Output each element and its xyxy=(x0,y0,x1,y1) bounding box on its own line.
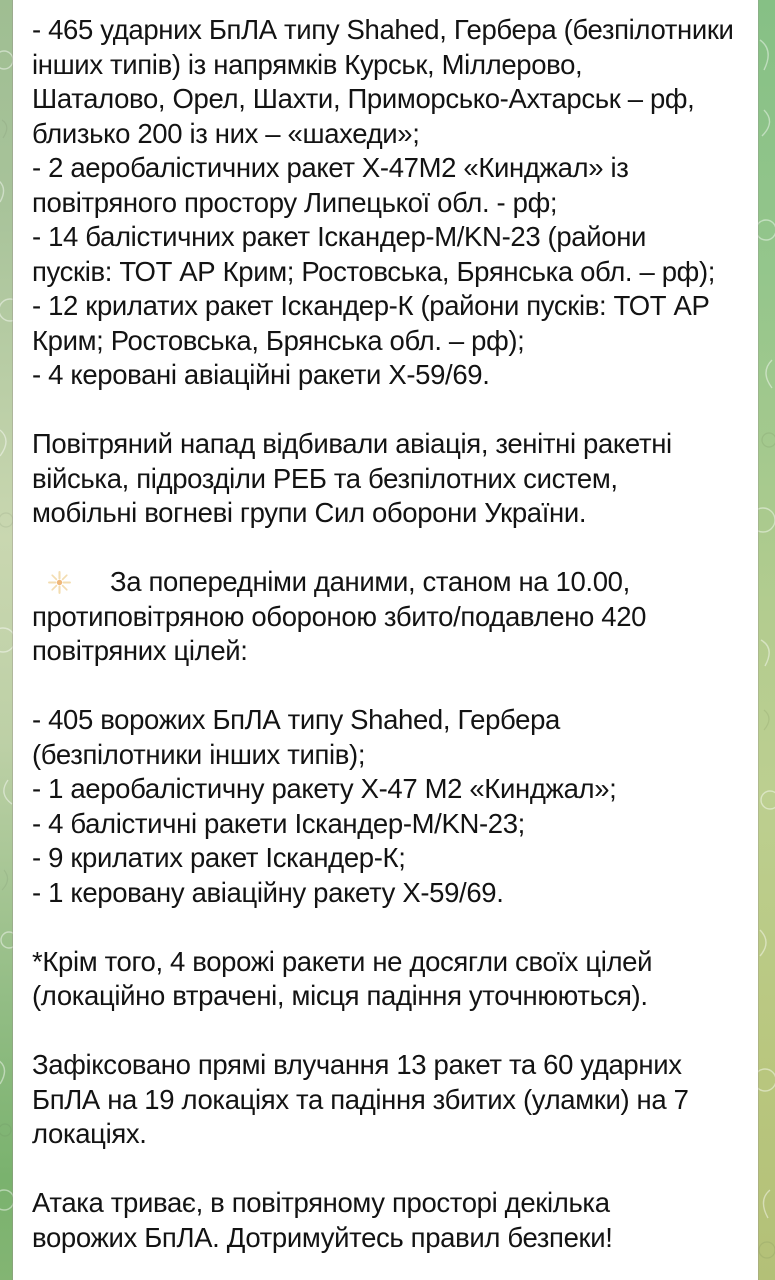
message-line-blank xyxy=(32,393,750,428)
wallpaper-doodle-pattern xyxy=(758,0,775,1280)
message-line: повітряного простору Липецької обл. - рф; xyxy=(32,186,558,218)
message-line: Шаталово, Орел, Шахти, Приморсько-Ахтарськ – рф, xyxy=(32,83,695,114)
message-line: локаціях. xyxy=(32,1118,147,1149)
message-line xyxy=(32,565,750,600)
message-line: Крим; Ростовська, Брянська обл. – рф); xyxy=(32,324,525,356)
chat-wallpaper-left xyxy=(0,0,13,1280)
sparkles-icon xyxy=(47,570,72,595)
message-line-blank xyxy=(32,1152,750,1187)
message-line: - 2 аеробалістичних ракет Х-47М2 «Кинджал» із xyxy=(32,152,629,183)
message-line-text: За попередніми даними, станом на 10.00, xyxy=(110,566,630,597)
message-bubble[interactable] xyxy=(13,0,758,1280)
message-text xyxy=(32,13,750,1255)
message-line: мобільні вогневі групи Сил оборони України. xyxy=(32,497,587,528)
message-line: - 405 ворожих БпЛА типу Shahed, Гербера xyxy=(32,704,560,735)
message-line: - 9 крилатих ракет Іскандер-К; xyxy=(32,842,406,873)
message-line: БпЛА на 19 локаціях та падіння збитих (уламки) на 7 xyxy=(32,1083,689,1115)
message-line: близько 200 із них – «шахеди»; xyxy=(32,117,420,149)
message-line: - 14 балістичних ракет Іскандер-М/KN-23 (райони xyxy=(32,221,647,252)
message-line: - 1 керовану авіаційну ракету Х-59/69. xyxy=(32,876,504,908)
message-line: - 12 крилатих ракет Іскандер-К (райони пусків: ТОТ АР xyxy=(32,290,710,321)
message-line: - 1 аеробалістичну ракету Х-47 М2 «Кинджал»; xyxy=(32,773,617,804)
message-line: ворожих БпЛА. Дотримуйтесь правил безпеки! xyxy=(32,1221,613,1253)
message-line: Атака триває, в повітряному просторі декілька xyxy=(32,1187,610,1218)
message-line: війська, підрозділи РЕБ та безпілотних систем, xyxy=(32,462,618,494)
message-line: *Крім того, 4 ворожі ракети не досягли своїх цілей xyxy=(32,945,653,977)
chat-wallpaper-right xyxy=(758,0,775,1280)
message-line: пусків: ТОТ АР Крим; Ростовська, Брянська обл. – рф); xyxy=(32,255,716,287)
message-line-blank xyxy=(32,669,750,704)
message-line: - 465 ударних БпЛА типу Shahed, Гербера (безпілотники xyxy=(32,14,734,45)
message-line: інших типів) із напрямків Курськ, Міллерово, xyxy=(32,48,583,80)
message-line: - 4 балістичні ракети Іскандер-М/KN-23; xyxy=(32,807,525,839)
message-line: (безпілотники інших типів); xyxy=(32,738,366,770)
message-line: - 4 керовані авіаційні ракети Х-59/69. xyxy=(32,359,490,390)
message-line-blank xyxy=(32,910,750,945)
message-line: протиповітряною обороною збито/подавлено 420 xyxy=(32,600,647,632)
message-line: повітряних цілей: xyxy=(32,635,248,666)
message-line-blank xyxy=(32,531,750,566)
message-line: (локаційно втрачені, місця падіння уточнюються). xyxy=(32,980,648,1011)
message-line: Повітряний напад відбивали авіація, зенітні ракетні xyxy=(32,428,672,459)
message-line: Зафіксовано прямі влучання 13 ракет та 60 ударних xyxy=(32,1049,682,1080)
message-line-blank xyxy=(32,1014,750,1049)
wallpaper-doodle-pattern xyxy=(0,0,13,1280)
